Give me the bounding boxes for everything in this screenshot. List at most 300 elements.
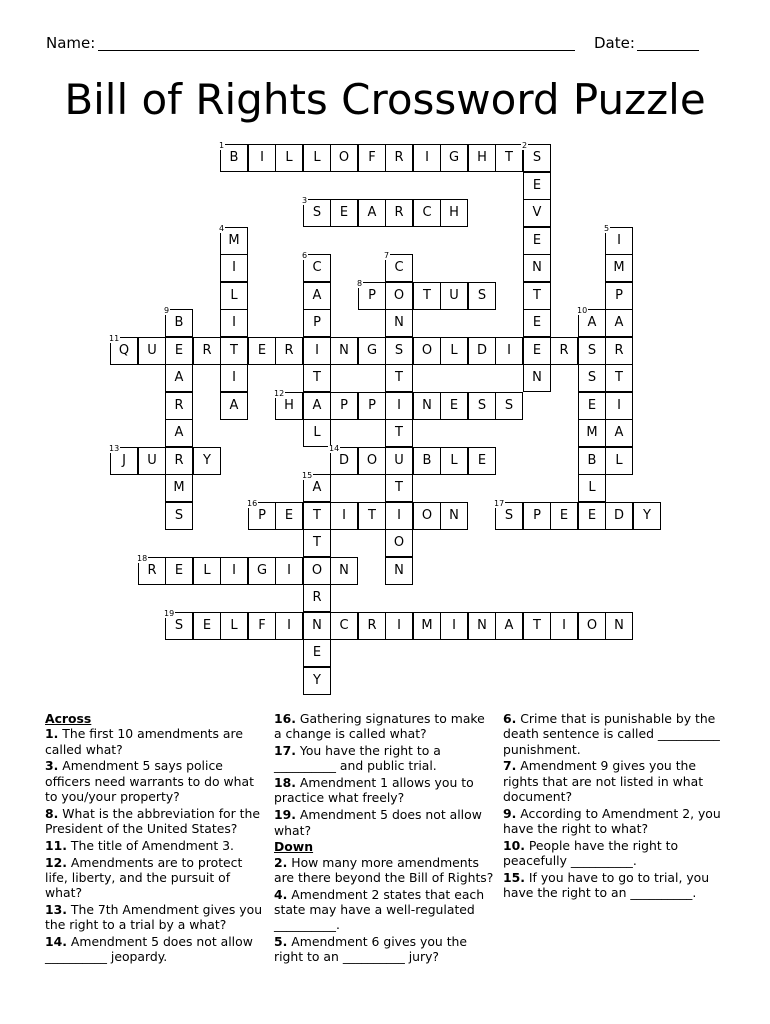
cell-letter: B (229, 150, 239, 165)
cell-letter: E (587, 398, 597, 413)
cell-letter: E (312, 645, 322, 660)
grid-cell[interactable] (605, 364, 633, 392)
grid-cell[interactable] (165, 502, 193, 530)
grid-cell[interactable] (523, 502, 551, 530)
clue-number: 11 (109, 334, 120, 343)
cell-letter: S (587, 370, 597, 385)
clue-item (274, 743, 496, 774)
cell-letter: S (174, 508, 184, 523)
cell-letter: I (397, 508, 401, 523)
grid-cell[interactable] (385, 447, 413, 475)
grid-cell[interactable] (303, 667, 331, 695)
grid-cell[interactable] (303, 364, 331, 392)
grid-cell[interactable] (219, 141, 248, 172)
grid-cell[interactable] (330, 199, 358, 227)
cell-letter: T (395, 425, 403, 440)
grid-cell[interactable] (523, 199, 551, 227)
grid-cell[interactable] (440, 144, 468, 172)
grid-cell[interactable] (358, 199, 386, 227)
cell-letter: C (339, 618, 349, 633)
grid-cell[interactable] (330, 337, 358, 365)
grid-cell[interactable] (385, 612, 413, 640)
grid-cell[interactable] (605, 337, 633, 365)
puzzle-title: Bill of Rights Crossword Puzzle (64, 75, 706, 124)
cell-letter: I (232, 315, 236, 330)
cell-letter: E (532, 233, 542, 248)
grid-cell[interactable] (193, 337, 221, 365)
clue-item-number: 16. (274, 711, 296, 726)
grid-cell[interactable] (248, 337, 276, 365)
clue-item (274, 807, 496, 838)
name-label: Name: (46, 34, 96, 52)
clue-item (274, 887, 496, 933)
grid-cell[interactable] (413, 502, 441, 530)
clue-number: 9 (164, 306, 170, 315)
cell-letter: R (174, 453, 184, 468)
grid-cell[interactable] (413, 612, 441, 640)
clue-item (45, 806, 267, 837)
cell-letter: I (260, 150, 264, 165)
grid-cell[interactable] (303, 144, 331, 172)
cell-letter: T (313, 535, 321, 550)
grid-cell[interactable] (220, 557, 248, 585)
clue-number: 8 (357, 279, 363, 288)
cell-letter: C (422, 205, 432, 220)
clue-item-text: People have the right to peacefully __________. (503, 837, 679, 869)
grid-cell[interactable] (164, 306, 193, 337)
cell-letter: N (614, 618, 624, 633)
clue-item (45, 934, 267, 965)
grid-cell[interactable] (357, 279, 386, 310)
cell-letter: A (614, 315, 624, 330)
clue-item (274, 855, 496, 886)
grid-cell[interactable] (220, 612, 248, 640)
cell-letter: J (122, 453, 126, 468)
grid-cell[interactable] (550, 612, 578, 640)
clue-item-text: The first 10 amendments are called what? (45, 726, 243, 757)
grid-cell[interactable] (330, 557, 358, 585)
clue-item-number: 2. (274, 854, 288, 870)
clue-item-text: Amendment 2 states that each state may have a well-regulated __________. (274, 886, 485, 933)
clue-number: 19 (164, 609, 175, 618)
grid-cell[interactable] (385, 282, 413, 310)
grid-cell[interactable] (303, 557, 331, 585)
clues-column-3 (503, 711, 725, 902)
cell-letter: I (287, 563, 291, 578)
grid-cell[interactable] (385, 337, 413, 365)
grid-cell[interactable] (275, 557, 303, 585)
grid-cell[interactable] (495, 612, 523, 640)
grid-cell[interactable] (605, 392, 633, 420)
cell-letter: T (313, 508, 321, 523)
grid-cell[interactable] (330, 392, 358, 420)
grid-cell[interactable] (577, 306, 606, 337)
cell-letter: A (312, 288, 322, 303)
grid-cell[interactable] (605, 309, 633, 337)
grid-cell[interactable] (605, 419, 633, 447)
grid-cell[interactable] (303, 392, 331, 420)
cell-letter: M (421, 618, 433, 633)
grid-cell[interactable] (523, 227, 551, 255)
grid-cell[interactable] (302, 196, 331, 227)
cell-letter: N (394, 563, 404, 578)
grid-cell[interactable] (605, 447, 633, 475)
grid-cell[interactable] (413, 392, 441, 420)
cell-letter: I (425, 150, 429, 165)
grid-cell[interactable] (578, 337, 606, 365)
grid-cell[interactable] (385, 144, 413, 172)
cell-letter: H (284, 398, 294, 413)
grid-cell[interactable] (385, 364, 413, 392)
clue-item-text: Amendment 1 allows you to practice what freely? (274, 775, 474, 806)
grid-cell[interactable] (523, 337, 551, 365)
clue-item-text: Amendment 5 does not allow __________ jeopardy. (45, 934, 253, 965)
grid-cell[interactable] (358, 447, 386, 475)
grid-cell[interactable] (303, 309, 331, 337)
cell-letter: I (232, 563, 236, 578)
grid-cell[interactable] (193, 447, 221, 475)
cell-letter: N (422, 398, 432, 413)
cell-letter: D (476, 343, 487, 358)
cell-letter: N (532, 370, 542, 385)
grid-cell[interactable] (495, 337, 523, 365)
grid-cell[interactable] (303, 337, 331, 365)
grid-cell[interactable] (578, 447, 606, 475)
grid-cell[interactable] (275, 612, 303, 640)
grid-cell[interactable] (164, 609, 193, 640)
cell-letter: S (477, 288, 487, 303)
grid-cell[interactable] (303, 639, 331, 667)
grid-cell[interactable] (138, 337, 166, 365)
clue-number: 4 (219, 224, 225, 233)
clue-item-number: 19. (274, 807, 296, 823)
grid-cell[interactable] (137, 554, 166, 585)
grid-cell[interactable] (303, 529, 331, 557)
cell-letter: I (315, 343, 319, 358)
cell-letter: U (147, 343, 157, 358)
grid-cell[interactable] (440, 282, 468, 310)
clue-number: 13 (109, 444, 120, 453)
clue-item-text: The 7th Amendment gives you the right to a trial by a what? (45, 902, 263, 933)
cell-letter: T (615, 370, 623, 385)
cell-letter: U (147, 453, 157, 468)
cell-letter: C (394, 260, 404, 275)
cell-letter: T (313, 370, 321, 385)
cell-letter: O (311, 563, 323, 578)
grid-cell[interactable] (193, 557, 221, 585)
grid-cell[interactable] (523, 172, 551, 200)
grid-cell[interactable] (303, 584, 331, 612)
grid-cell[interactable] (358, 392, 386, 420)
grid-cell[interactable] (385, 309, 413, 337)
grid-cell[interactable] (165, 337, 193, 365)
grid-cell[interactable] (440, 337, 468, 365)
grid-cell[interactable] (633, 502, 661, 530)
cell-letter: M (173, 480, 185, 495)
grid-cell[interactable] (220, 282, 248, 310)
grid-cell[interactable] (385, 392, 413, 420)
grid-cell[interactable] (523, 254, 551, 282)
grid-cell[interactable] (578, 474, 606, 502)
cell-letter: T (533, 618, 541, 633)
cell-letter: R (367, 618, 377, 633)
grid-cell[interactable] (550, 502, 578, 530)
cell-letter: D (338, 453, 349, 468)
clue-item-text: How many more amendments are there beyond the Bill of Rights? (274, 854, 494, 885)
clue-item-text: According to Amendment 2, you have the right to what? (503, 805, 721, 837)
grid-cell[interactable] (385, 199, 413, 227)
clue-item (503, 758, 725, 804)
grid-cell[interactable] (358, 144, 386, 172)
cell-letter: O (366, 453, 378, 468)
grid-cell[interactable] (165, 392, 193, 420)
clue-item-text: Amendment 5 does not allow what? (274, 807, 482, 838)
cell-letter: R (559, 343, 569, 358)
clue-item-number: 13. (45, 902, 67, 918)
grid-cell[interactable] (605, 612, 633, 640)
grid-cell[interactable] (275, 502, 303, 530)
grid-cell[interactable] (248, 612, 276, 640)
cell-letter: C (312, 260, 322, 275)
cell-letter: U (394, 453, 404, 468)
cell-letter: Y (643, 508, 651, 523)
down-heading: Down (274, 839, 314, 855)
clue-item-number: 17. (274, 743, 296, 759)
grid-cell[interactable] (578, 419, 606, 447)
grid-cell[interactable] (550, 337, 578, 365)
cell-letter: E (174, 343, 184, 358)
grid-cell[interactable] (165, 447, 193, 475)
grid-cell[interactable] (330, 612, 358, 640)
grid-cell[interactable] (303, 419, 331, 447)
clue-item (503, 711, 725, 757)
grid-cell[interactable] (220, 309, 248, 337)
grid-cell[interactable] (275, 337, 303, 365)
grid-cell[interactable] (440, 392, 468, 420)
clue-number: 18 (137, 554, 148, 563)
clue-item (45, 726, 267, 757)
grid-cell[interactable] (165, 557, 193, 585)
grid-cell[interactable] (302, 251, 331, 282)
grid-cell[interactable] (440, 447, 468, 475)
clue-item-text: Crime that is punishable by the death sentence is called __________ punishment. (503, 711, 720, 757)
clue-item-number: 11. (45, 837, 67, 853)
clue-item-text: If you have to go to trial, you have the right to an __________. (503, 869, 710, 901)
cell-letter: B (422, 453, 432, 468)
grid-cell[interactable] (468, 144, 496, 172)
grid-cell[interactable] (248, 144, 276, 172)
cell-letter: P (615, 288, 623, 303)
grid-cell[interactable] (413, 447, 441, 475)
grid-cell[interactable] (413, 199, 441, 227)
cell-letter: R (202, 343, 212, 358)
cell-letter: H (449, 205, 459, 220)
cell-letter: P (313, 315, 321, 330)
grid-cell[interactable] (330, 144, 358, 172)
cell-letter: M (586, 425, 598, 440)
grid-cell[interactable] (413, 282, 441, 310)
grid-cell[interactable] (220, 392, 248, 420)
grid-cell[interactable] (165, 474, 193, 502)
clue-number: 7 (384, 251, 390, 260)
grid-cell[interactable] (303, 502, 331, 530)
clue-number: 2 (522, 141, 528, 150)
clue-item-number: 10. (503, 837, 525, 853)
grid-cell[interactable] (275, 144, 303, 172)
grid-cell[interactable] (604, 224, 633, 255)
clue-item-number: 3. (45, 758, 59, 774)
grid-cell[interactable] (468, 447, 496, 475)
grid-cell[interactable] (358, 502, 386, 530)
grid-cell[interactable] (468, 392, 496, 420)
date-label: Date: (594, 34, 635, 52)
grid-cell[interactable] (468, 612, 496, 640)
grid-cell[interactable] (109, 334, 138, 365)
grid-cell[interactable] (303, 282, 331, 310)
grid-cell[interactable] (495, 392, 523, 420)
cell-letter: L (230, 288, 238, 303)
grid-cell[interactable] (495, 144, 523, 172)
grid-cell[interactable] (605, 282, 633, 310)
cell-letter: L (285, 150, 293, 165)
grid-cell[interactable] (385, 474, 413, 502)
cell-letter: N (477, 618, 487, 633)
cell-letter: I (452, 618, 456, 633)
grid-cell[interactable] (329, 444, 358, 475)
clue-item (45, 902, 267, 933)
clue-item (274, 775, 496, 806)
grid-cell[interactable] (385, 502, 413, 530)
grid-cell[interactable] (605, 254, 633, 282)
clue-item-text: Amendment 6 gives you the right to an __________ jury? (274, 934, 468, 965)
grid-cell[interactable] (358, 612, 386, 640)
grid-cell[interactable] (522, 141, 551, 172)
cell-letter: R (394, 205, 404, 220)
cell-letter: A (367, 205, 377, 220)
cell-letter: E (202, 618, 212, 633)
cell-letter: M (613, 260, 625, 275)
grid-cell[interactable] (578, 612, 606, 640)
grid-cell[interactable] (578, 392, 606, 420)
grid-cell[interactable] (385, 529, 413, 557)
clue-item-number: 7. (503, 758, 517, 774)
cell-letter: L (230, 618, 238, 633)
cell-letter: T (368, 508, 376, 523)
clue-item-number: 4. (274, 886, 288, 902)
clue-number: 12 (274, 389, 285, 398)
cell-letter: R (147, 563, 157, 578)
clue-number: 15 (302, 471, 313, 480)
grid-cell[interactable] (523, 364, 551, 392)
grid-cell[interactable] (523, 282, 551, 310)
cell-letter: G (448, 150, 460, 165)
grid-cell[interactable] (219, 224, 248, 255)
grid-cell[interactable] (274, 389, 303, 420)
cell-letter: N (394, 315, 404, 330)
grid-cell[interactable] (330, 502, 358, 530)
cell-letter: I (232, 370, 236, 385)
clues-column-2 (274, 711, 496, 966)
cell-letter: A (312, 480, 322, 495)
cell-letter: L (450, 453, 458, 468)
cell-letter: I (287, 618, 291, 633)
grid-cell[interactable] (578, 364, 606, 392)
clue-item (503, 806, 725, 837)
grid-cell[interactable] (523, 309, 551, 337)
cell-letter: L (313, 150, 321, 165)
cell-letter: S (477, 398, 487, 413)
grid-cell[interactable] (413, 144, 441, 172)
grid-cell[interactable] (494, 499, 523, 530)
grid-cell[interactable] (605, 502, 633, 530)
cell-letter: L (588, 480, 596, 495)
cell-letter: E (477, 453, 487, 468)
clue-item-text: What is the abbreviation for the President of the United States? (45, 805, 261, 837)
grid-cell[interactable] (385, 557, 413, 585)
cell-letter: S (504, 398, 514, 413)
cell-letter: E (339, 205, 349, 220)
cell-letter: T (505, 150, 513, 165)
grid-cell[interactable] (303, 612, 331, 640)
cell-letter: T (423, 288, 431, 303)
grid-cell[interactable] (440, 199, 468, 227)
grid-cell[interactable] (247, 499, 276, 530)
cell-letter: N (532, 260, 542, 275)
grid-cell[interactable] (385, 419, 413, 447)
cell-letter: I (562, 618, 566, 633)
grid-cell[interactable] (578, 502, 606, 530)
grid-cell[interactable] (523, 612, 551, 640)
clue-item-number: 1. (45, 726, 59, 742)
cell-letter: E (174, 563, 184, 578)
grid-cell[interactable] (358, 337, 386, 365)
cell-letter: M (228, 233, 240, 248)
cell-letter: A (614, 425, 624, 440)
grid-cell[interactable] (302, 471, 331, 502)
grid-cell[interactable] (193, 612, 221, 640)
clue-item (503, 838, 725, 869)
clue-item-number: 6. (503, 711, 517, 726)
cell-letter: H (477, 150, 487, 165)
grid-cell[interactable] (220, 364, 248, 392)
grid-cell[interactable] (384, 251, 413, 282)
across-heading: Across (45, 711, 92, 726)
cell-letter: B (174, 315, 184, 330)
grid-cell[interactable] (248, 557, 276, 585)
grid-cell[interactable] (165, 419, 193, 447)
cell-letter: I (232, 260, 236, 275)
grid-cell[interactable] (468, 337, 496, 365)
cell-letter: D (613, 508, 624, 523)
clue-item (45, 838, 267, 853)
cell-letter: A (174, 425, 184, 440)
grid-cell[interactable] (440, 612, 468, 640)
cell-letter: E (284, 508, 294, 523)
grid-cell[interactable] (413, 337, 441, 365)
cell-letter: F (368, 150, 376, 165)
cell-letter: P (368, 398, 376, 413)
cell-letter: I (397, 398, 401, 413)
grid-cell[interactable] (440, 502, 468, 530)
grid-cell[interactable] (220, 337, 248, 365)
grid-cell[interactable] (220, 254, 248, 282)
grid-cell[interactable] (165, 364, 193, 392)
grid-cell[interactable] (468, 282, 496, 310)
grid-cell[interactable] (138, 447, 166, 475)
clue-number: 6 (302, 251, 308, 260)
cell-letter: N (339, 563, 349, 578)
grid-cell[interactable] (109, 444, 138, 475)
